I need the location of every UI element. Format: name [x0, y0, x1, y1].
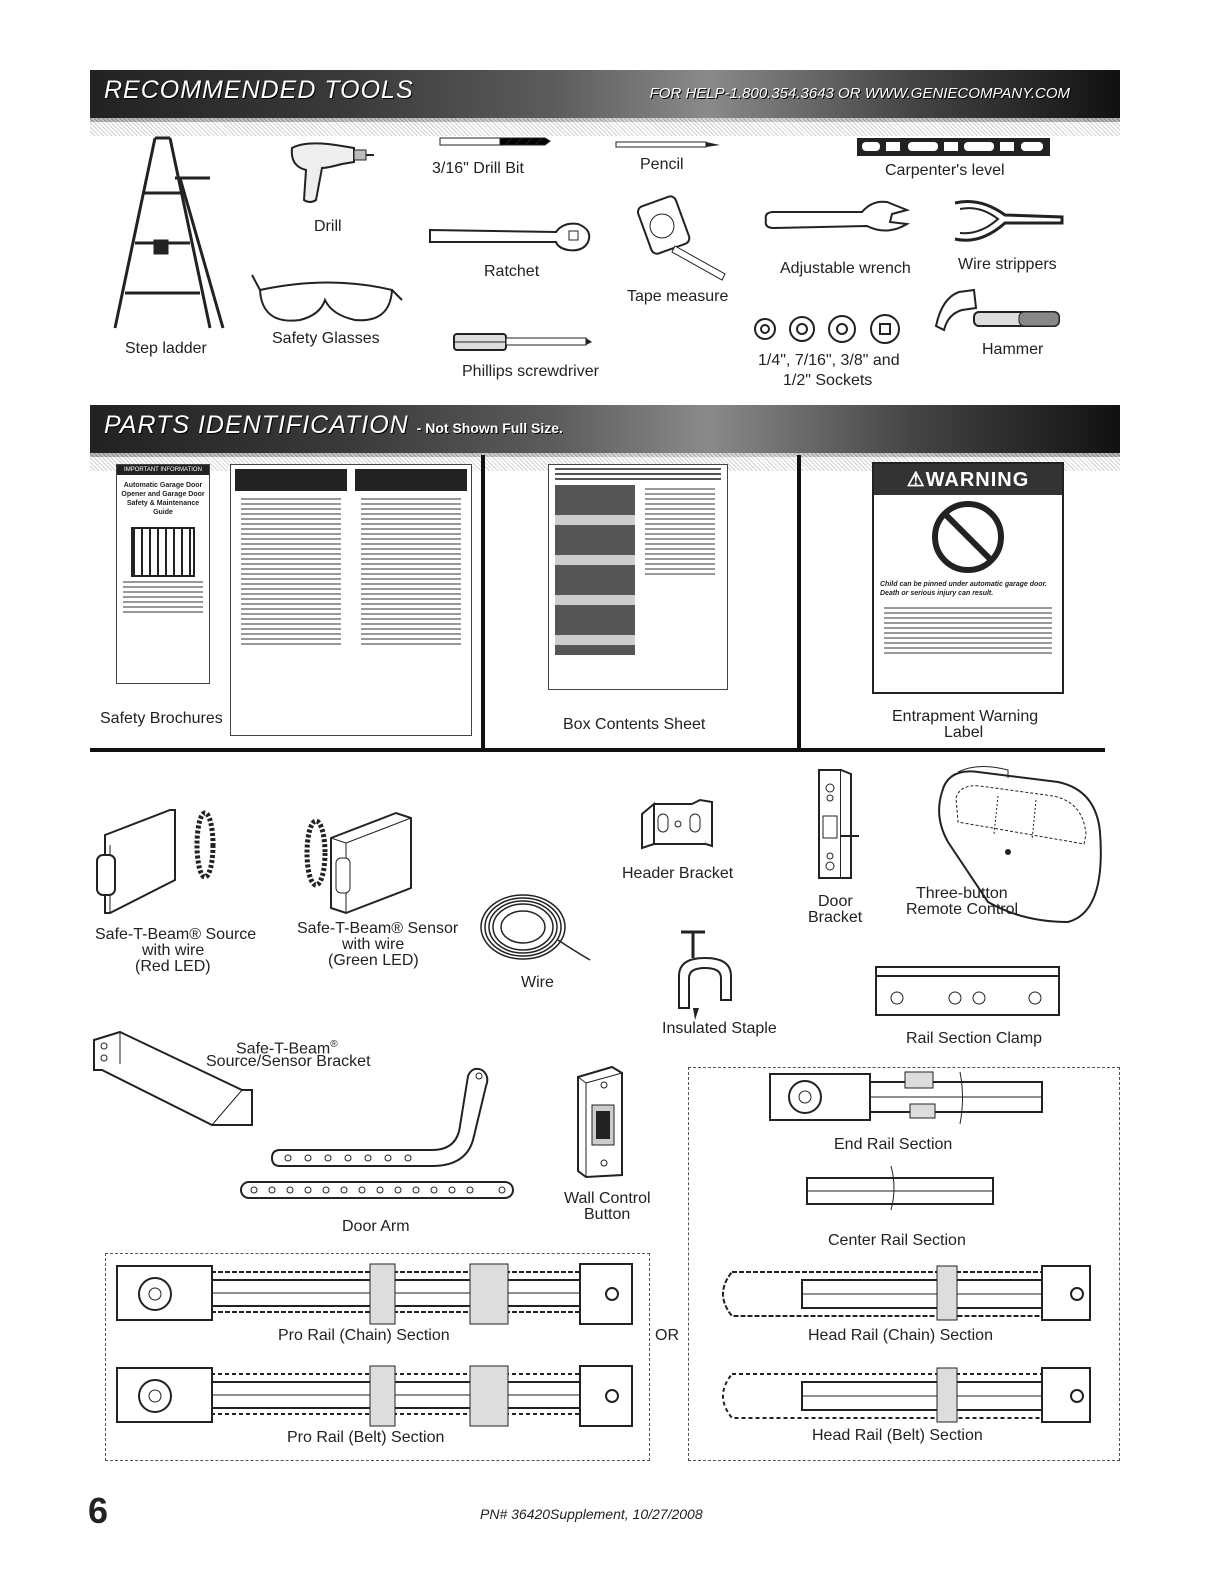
remote-label-1: Three-button [916, 885, 1008, 902]
or-separator: OR [655, 1327, 679, 1344]
ratchet-icon [428, 222, 593, 252]
insulated-staple-label: Insulated Staple [662, 1020, 777, 1037]
rail-section-clamp-icon [875, 966, 1060, 1016]
header-bracket-label: Header Bracket [622, 865, 734, 882]
safety-brochures-label: Safety Brochures [100, 710, 223, 727]
entrapment-label-line2: Label [944, 724, 984, 741]
door-arm-label: Door Arm [342, 1218, 410, 1235]
wire-strippers-label: Wire strippers [958, 256, 1057, 273]
doc-divider-2 [797, 455, 801, 750]
phillips-screwdriver-label: Phillips screwdriver [462, 363, 599, 380]
page-number: 6 [88, 1490, 109, 1531]
safety-brochure-cover [116, 464, 210, 684]
parts-banner-note: - Not Shown Full Size. [416, 420, 563, 436]
doc-section-rule [90, 748, 1105, 752]
door-bracket-label-1: Door [818, 893, 853, 910]
step-ladder-icon [95, 133, 235, 333]
adjustable-wrench-label: Adjustable wrench [780, 260, 911, 277]
door-bracket-icon [815, 768, 860, 883]
end-rail-section-icon [770, 1068, 1045, 1128]
drill-bit-icon [440, 136, 550, 148]
remote-label-2: Remote Control [906, 901, 1019, 918]
sockets-icon [750, 314, 905, 344]
box-contents-photos [555, 485, 635, 655]
pencil-label: Pencil [640, 156, 684, 173]
hammer-label: Hammer [982, 341, 1044, 358]
phillips-screwdriver-icon [452, 332, 592, 352]
entrapment-warning-label [872, 462, 1064, 694]
entrapment-label-line1: Entrapment Warning [892, 708, 1039, 725]
center-rail-label: Center Rail Section [828, 1232, 966, 1249]
safety-glasses-label: Safety Glasses [272, 330, 380, 347]
box-contents-sheet [548, 464, 728, 690]
tape-measure-label: Tape measure [627, 288, 729, 305]
brochure-garage-image [131, 527, 195, 577]
hammer-icon [934, 286, 1064, 346]
safe-t-beam-sensor-icon [296, 808, 426, 918]
stb-source-led: (Red LED) [135, 958, 211, 975]
drill-bit-label: 3/16" Drill Bit [432, 160, 524, 177]
pro-rail-chain-label: Pro Rail (Chain) Section [278, 1327, 450, 1344]
stb-bracket-reg: ® [330, 1039, 338, 1050]
door-arm-curved-icon [272, 1066, 497, 1171]
head-rail-chain-label: Head Rail (Chain) Section [808, 1327, 993, 1344]
head-rail-chain-icon [712, 1264, 1097, 1324]
wire-strippers-icon [950, 195, 1065, 247]
stb-sensor-label [297, 920, 458, 937]
safe-t-beam-source-icon [95, 805, 225, 920]
carpenters-level-label: Carpenter's level [885, 162, 1005, 179]
sockets-label-line1: 1/4", 7/16", 3/8" and [758, 352, 900, 369]
warning-header: ⚠WARNING [874, 464, 1062, 495]
parts-banner [90, 405, 1120, 457]
help-contact: FOR HELP-1.800.354.3643 OR WWW.GENIECOMPANY.COM [649, 85, 1070, 102]
brochure-cover-header: IMPORTANT INFORMATION [117, 465, 209, 475]
stb-sensor-wire: with wire [342, 936, 405, 953]
carpenters-level-icon [856, 137, 1051, 157]
head-rail-belt-icon [712, 1364, 1097, 1426]
wall-control-label-1: Wall Control [564, 1190, 651, 1207]
insulated-staple-icon [675, 928, 735, 1020]
ratchet-label: Ratchet [484, 263, 540, 280]
stb-sensor-suffix: ® Sensor [391, 920, 459, 937]
safety-glasses-icon [250, 265, 405, 330]
end-rail-label: End Rail Section [834, 1136, 953, 1153]
door-bracket-label-2: Bracket [808, 909, 863, 926]
door-arm-straight-icon [240, 1180, 515, 1200]
wire-label: Wire [521, 974, 554, 991]
pro-rail-chain-icon [115, 1262, 635, 1326]
warning-text: Child can be pinned under automatic garage door. Death or serious injury can result. [880, 581, 1047, 597]
stb-source-name: Safe-T-Beam [95, 926, 190, 943]
center-rail-section-icon [805, 1164, 995, 1212]
stb-source-wire: with wire [142, 942, 205, 959]
tools-banner-shadow [90, 118, 1120, 136]
tools-banner [90, 70, 1120, 122]
head-rail-belt-label: Head Rail (Belt) Section [812, 1427, 983, 1444]
tape-measure-icon [640, 196, 730, 281]
drill-icon [282, 138, 377, 208]
parts-banner-title-text: PARTS IDENTIFICATION [104, 411, 409, 439]
wall-control-button-icon [572, 1065, 627, 1180]
no-entrapment-icon [929, 498, 1007, 576]
header-bracket-icon [640, 800, 715, 850]
pro-rail-belt-icon [115, 1364, 635, 1428]
safety-brochure-spread [230, 464, 472, 736]
parts-banner-title [104, 411, 563, 440]
stb-bracket-name: Safe-T-Beam [236, 1040, 331, 1058]
wall-control-label-2: Button [584, 1206, 631, 1223]
adjustable-wrench-icon [762, 198, 912, 236]
rail-clamp-label: Rail Section Clamp [906, 1030, 1043, 1047]
doc-divider-1 [481, 455, 485, 750]
step-ladder-label: Step ladder [125, 340, 207, 357]
wire-coil-icon [478, 890, 593, 965]
stb-bracket-label-2: Source/Sensor Bracket [206, 1053, 371, 1070]
sockets-label-line2: 1/2" Sockets [783, 372, 873, 389]
stb-source-label [95, 926, 256, 943]
drill-label: Drill [314, 218, 342, 235]
pencil-icon [616, 141, 721, 149]
pro-rail-belt-label: Pro Rail (Belt) Section [287, 1429, 445, 1446]
part-number: PN# 36420Supplement, 10/27/2008 [480, 1506, 703, 1522]
box-contents-label: Box Contents Sheet [563, 716, 706, 733]
stb-sensor-led: (Green LED) [328, 952, 419, 969]
brochure-cover-title: Automatic Garage Door Opener and Garage Door Safety & Maintenance Guide [121, 482, 205, 516]
stb-sensor-name: Safe-T-Beam [297, 920, 392, 937]
stb-source-suffix: ® Source [189, 926, 257, 943]
tools-banner-title: RECOMMENDED TOOLS [104, 76, 414, 104]
